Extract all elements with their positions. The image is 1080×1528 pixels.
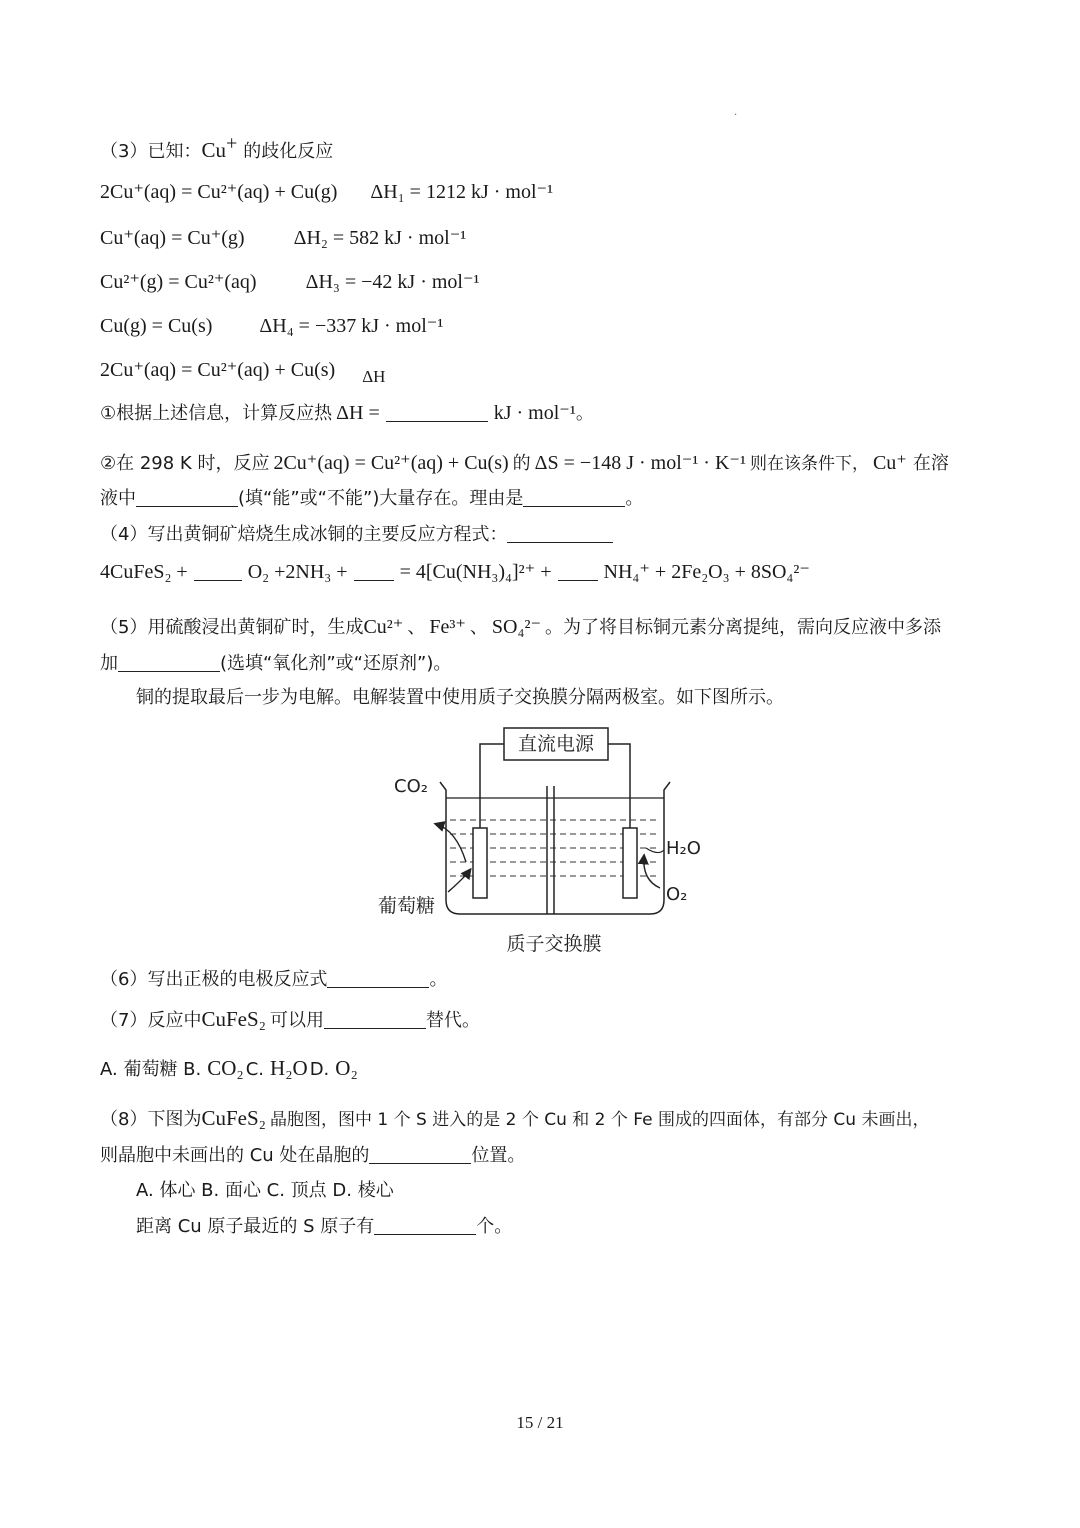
o2-arrow — [644, 856, 660, 888]
wire-right — [608, 744, 630, 830]
o2-label: O₂ — [666, 884, 688, 905]
corner-mark: . — [734, 107, 738, 118]
wire-left — [480, 744, 504, 830]
answer-blank[interactable] — [369, 1145, 471, 1164]
answer-blank[interactable] — [327, 969, 429, 988]
enthalpy-5: ΔH — [362, 367, 386, 386]
enthalpy-3: ΔH₃ = −42 kJ · mol⁻¹ — [305, 271, 480, 293]
co2-label: CO₂ — [394, 776, 428, 797]
electrolysis-intro: 铜的提取最后一步为电解。电解装置中使用质子交换膜分隔两极室。如下图所示。 — [136, 687, 784, 708]
q5-text: （5）用硫酸浸出黄铜矿时，生成Cu²⁺ 、 Fe³⁺ 、 SO₄²⁻ 。为了将目标铜元素分离提纯，需向反应液中多添 — [100, 616, 942, 638]
answer-blank[interactable] — [386, 403, 488, 422]
q8-line4: 距离 Cu 原子最近的 S 原子有 个。 — [136, 1216, 513, 1237]
q3-part1: ①根据上述信息，计算反应热 ΔH = kJ · mol⁻¹。 — [100, 402, 594, 424]
answer-blank[interactable] — [523, 488, 625, 507]
q3-part2: ②在 298 K 时，反应 2Cu⁺(aq) = Cu²⁺(aq) + Cu(s) 的 ΔS = −148 J · mol⁻¹ · K⁻¹ 则在该条件下， Cu⁺ 在溶 — [100, 452, 949, 474]
enthalpy-2: ΔH₂ = 582 kJ · mol⁻¹ — [293, 227, 467, 249]
q8-options: A. 体心 B. 面心 C. 顶点 D. 棱心 — [136, 1180, 394, 1201]
h2o-arrow — [646, 848, 664, 853]
anode-electrode — [473, 828, 487, 898]
page-number: 15 / 21 — [516, 1413, 564, 1432]
q3-part2-line2: 液中 (填“能”或“不能”)大量存在。理由是 。 — [100, 488, 644, 509]
q7-options: A. 葡萄糖 B. CO₂ C. H₂O D. O₂ — [100, 1056, 358, 1080]
answer-blank[interactable] — [324, 1010, 426, 1029]
q4-equation: 4CuFeS₂ + O₂ +2NH₃ + = 4[Cu(NH₃)₄]²⁺ + NH₄⁺ + 2Fe₂O₃ + 8SO₄²⁻ — [100, 561, 810, 583]
answer-blank[interactable] — [374, 1216, 476, 1235]
option-b[interactable]: CO₂ — [207, 1056, 244, 1080]
glucose-arrow — [448, 870, 470, 892]
option-c[interactable]: H₂O — [270, 1056, 308, 1080]
answer-blank[interactable] — [136, 488, 238, 507]
electrolysis-diagram — [360, 720, 720, 960]
option-a[interactable]: A. 葡萄糖 B. — [100, 1059, 202, 1080]
q4-text: （4）写出黄铜矿焙烧生成冰铜的主要反应方程式： — [100, 524, 613, 544]
q3-intro: （3）已知：Cu+ 的歧化反应 — [100, 132, 334, 162]
q8-line2: 则晶胞中未画出的 Cu 处在晶胞的 位置。 — [100, 1145, 526, 1166]
h2o-label: H₂O — [666, 838, 701, 859]
q6-text: （6）写出正极的电极反应式 。 — [100, 969, 448, 990]
option-d[interactable]: O₂ — [335, 1056, 358, 1080]
enthalpy-4: ΔH₄ = −337 kJ · mol⁻¹ — [259, 315, 444, 337]
equation-1: 2Cu⁺(aq) = Cu²⁺(aq) + Cu(g) ΔH₁ = 1212 kJ · mol⁻¹ — [100, 181, 554, 203]
power-supply-label: 直流电源 — [517, 733, 595, 755]
q7-text: （7）反应中CuFeS₂ 可以用 替代。 — [100, 1007, 480, 1031]
membrane-label: 质子交换膜 — [506, 933, 602, 955]
equation-4: Cu(g) = Cu(s) ΔH₄ = −337 kJ · mol⁻¹ — [100, 315, 444, 337]
equation-3: Cu²⁺(g) = Cu²⁺(aq) ΔH₃ = −42 kJ · mol⁻¹ — [100, 271, 480, 293]
equation-2: Cu⁺(aq) = Cu⁺(g) ΔH₂ = 582 kJ · mol⁻¹ — [100, 227, 467, 249]
co2-arrow — [436, 824, 466, 862]
equation-5: 2Cu⁺(aq) = Cu²⁺(aq) + Cu(s) ΔH — [100, 359, 386, 386]
answer-blank[interactable] — [118, 653, 220, 672]
answer-blank[interactable] — [354, 562, 394, 581]
glucose-label: 葡萄糖 — [378, 895, 436, 917]
answer-blank[interactable] — [194, 562, 242, 581]
answer-blank[interactable] — [507, 524, 613, 543]
q8-text: （8）下图为CuFeS₂ 晶胞图，图中 1 个 S 进入的是 2 个 Cu 和 2 个 Fe 围成的四面体，有部分 Cu 未画出， — [100, 1106, 930, 1130]
enthalpy-1: ΔH₁ = 1212 kJ · mol⁻¹ — [370, 181, 554, 203]
answer-blank[interactable] — [558, 562, 598, 581]
cu-ion: Cu — [201, 138, 226, 162]
q5-line2: 加 (选填“氧化剂”或“还原剂”)。 — [100, 653, 452, 674]
cathode-electrode — [623, 828, 637, 898]
